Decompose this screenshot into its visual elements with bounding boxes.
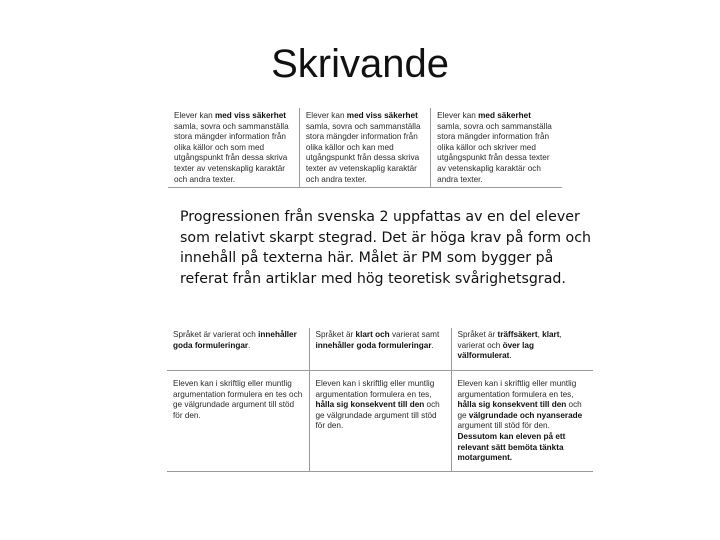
rubric-cell-argument-a: Eleven kan i skriftlig eller muntlig argumentation formulera en tes, hålla sig konsekvent till den och ge välgrundade och nyanserade argument till stöd för den. Dessutom kan eleven på ett relevant sätt bemöta tänkta motargument. [451, 371, 593, 472]
slide-body-text: Progressionen från svenska 2 uppfattas av en del elever som relativt skarpt stegrad. Det är höga krav på form och innehåll på texterna här. Målet är PM som bygger på referat från artiklar med hög teoretisk svårighetsgrad. [180, 209, 592, 287]
rubric-cell-a: Elever kan med säkerhet samla, sovra och sammanställa stora mängder information från olika källor och skriver med utgångspunkt från dessa texter av vetenskaplig karaktär och andra texter. [431, 108, 562, 188]
rubric-cell-language-c: Språket är klart och varierat samt innehåller goda formuleringar. [309, 328, 451, 371]
bottom-rubric-table [167, 328, 593, 472]
table-row [167, 371, 593, 472]
table-row [167, 328, 593, 371]
rubric-cell-argument-e: Eleven kan i skriftlig eller muntlig argumentation formulera en tes och ge välgrundade argument till stöd för den. [173, 379, 303, 420]
top-rubric-table [168, 108, 562, 188]
rubric-cell-language-e: Språket är varierat och innehåller goda formuleringar. [173, 330, 297, 350]
slide-title: Skrivande [271, 42, 449, 86]
rubric-cell-language-a: Språket är träffsäkert, klart, varierat och över lag välformulerat. [451, 328, 593, 371]
table-row [168, 108, 562, 188]
rubric-cell-c: Elever kan med viss säkerhet samla, sovra och sammanställa stora mängder information från olika källor och kan med utgångspunkt från dessa skriva texter av vetenskaplig karaktär och andra texter. [299, 108, 430, 188]
rubric-cell-argument-c: Eleven kan i skriftlig eller muntlig argumentation formulera en tes, hålla sig konsekvent till den och ge välgrundade argument till stöd för den. [309, 371, 451, 472]
rubric-cell-e: Elever kan med viss säkerhet samla, sovra och sammanställa stora mängder information från olika källor och som med utgångspunkt från dessa skriva texter av vetenskaplig karaktär och andra texter. [174, 111, 289, 184]
